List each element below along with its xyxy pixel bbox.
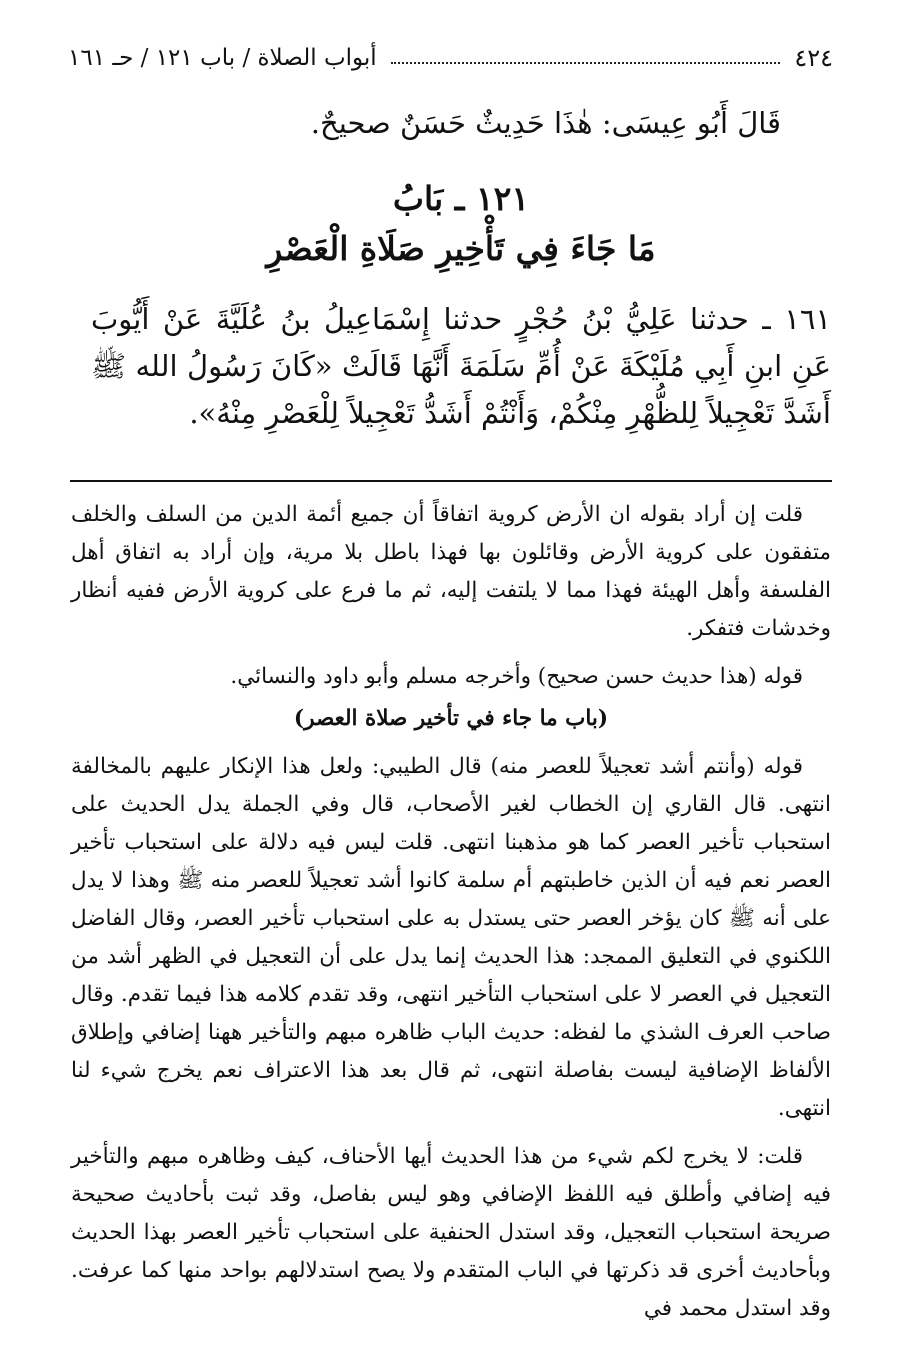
hadith-grade-line: قَالَ أَبُو عِيسَى: هٰذَا حَدِيثٌ حَسَنٌ صحيحٌ. [310, 106, 781, 140]
commentary-chapter-heading: (باب ما جاء في تأخير صلاة العصر) [293, 706, 609, 731]
commentary-paragraph: قلت إن أراد بقوله ان الأرض كروية اتفاقاً أن جميع أئمة الدين من السلف والخلف متفقون على كروية الأرض وقائلون بها فهذا باطل بلا مرية، وإن أراد به اتفاق أهل الفلسفة وأهل الهيئة فهذا مما لا يلتفت إليه، ثم ما فرع على كروية الأرض ففيه أنظار وخدشات فتفكر. [71, 502, 831, 641]
commentary-paragraph: قلت: لا يخرج لكم شيء من هذا الحديث أيها الأحناف، كيف وظاهره مبهم والتأخير فيه إضافي وأطلق فيه اللفظ الإضافي وهو ليس بفاصل، وقد ثبت بأحاديث صحيحة صريحة استحباب التعجيل، وقد استدل الحنفية على استحباب تأخير العصر بهذا الحديث وبأحاديث أخرى قد ذكرتها في الباب المتقدم ولا يصح استدلالهم بواحد منها كما عرفت. وقد استدل محمد في [71, 1144, 831, 1321]
page-number: ٤٢٤ [794, 44, 833, 72]
hadith-text: ١٦١ ـ حدثنا عَلِيُّ بْنُ حُجْرٍ حدثنا إِسْمَاعِيلُ بنُ عُلَيَّةَ عَنْ أَيُّوبَ عَنِ ابنِ أَبِي مُلَيْكَةَ عَنْ أُمِّ سَلَمَةَ أَنَّهَا قَالَتْ «كَانَ رَسُولُ الله ﷺ أَشَدَّ تَعْجِيلاً لِلظُّهْرِ مِنْكُمْ، وَأَنْتُمْ أَشَدُّ تَعْجِيلاً لِلْعَصْرِ مِنْهُ». [91, 302, 831, 430]
dotted-leader [391, 62, 781, 64]
running-header [68, 38, 833, 78]
footnote-separator [70, 480, 832, 482]
chapter-number: ١٢١ ـ بَابُ [392, 179, 530, 218]
commentary-paragraph: قوله (وأنتم أشد تعجيلاً للعصر منه) قال الطيبي: ولعل هذا الإنكار عليهم بالمخالفة انتهى. قال القاري إن الخطاب لغير الأصحاب، قال وفي الجملة يدل الحديث على استحباب تأخير العصر كما هو مذهبنا انتهى. قلت ليس فيه دلالة على استحباب تأخير العصر نعم فيه أن الذين خاطبتهم أم سلمة كانوا أشد تعجيلاً للعصر منه ﷺ وهذا لا يدل على أنه ﷺ كان يؤخر العصر حتى يستدل به على استحباب تأخير العصر، وقال الفاضل اللكنوي في التعليق الممجد: هذا الحديث إنما يدل على أن التعجيل في الظهر أشد من التعجيل في العصر لا على استحباب التأخير انتهى، وقد تقدم كلامه هذا فيما تقدم. وقال صاحب العرف الشذي ما لفظه: حديث الباب ظاهره مبهم والتأخير ههنا إضافي وإطلاق الألفاظ الإضافية ليست بفاصلة انتهى، ثم قال بعد هذا الاعتراف نعم يخرج شيء لنا انتهى. [71, 754, 831, 1121]
main-text [91, 98, 831, 466]
commentary [71, 496, 831, 1328]
chapter-title: مَا جَاءَ فِي تَأْخِيرِ صَلَاةِ الْعَصْرِ [266, 229, 656, 268]
commentary-paragraph: قوله (هذا حديث حسن صحيح) وأخرجه مسلم وأبو داود والنسائي. [230, 664, 803, 689]
chapter-heading [91, 174, 831, 274]
chapter-reference: أبواب الصلاة / باب ١٢١ / حـ ١٦١ [68, 45, 377, 71]
